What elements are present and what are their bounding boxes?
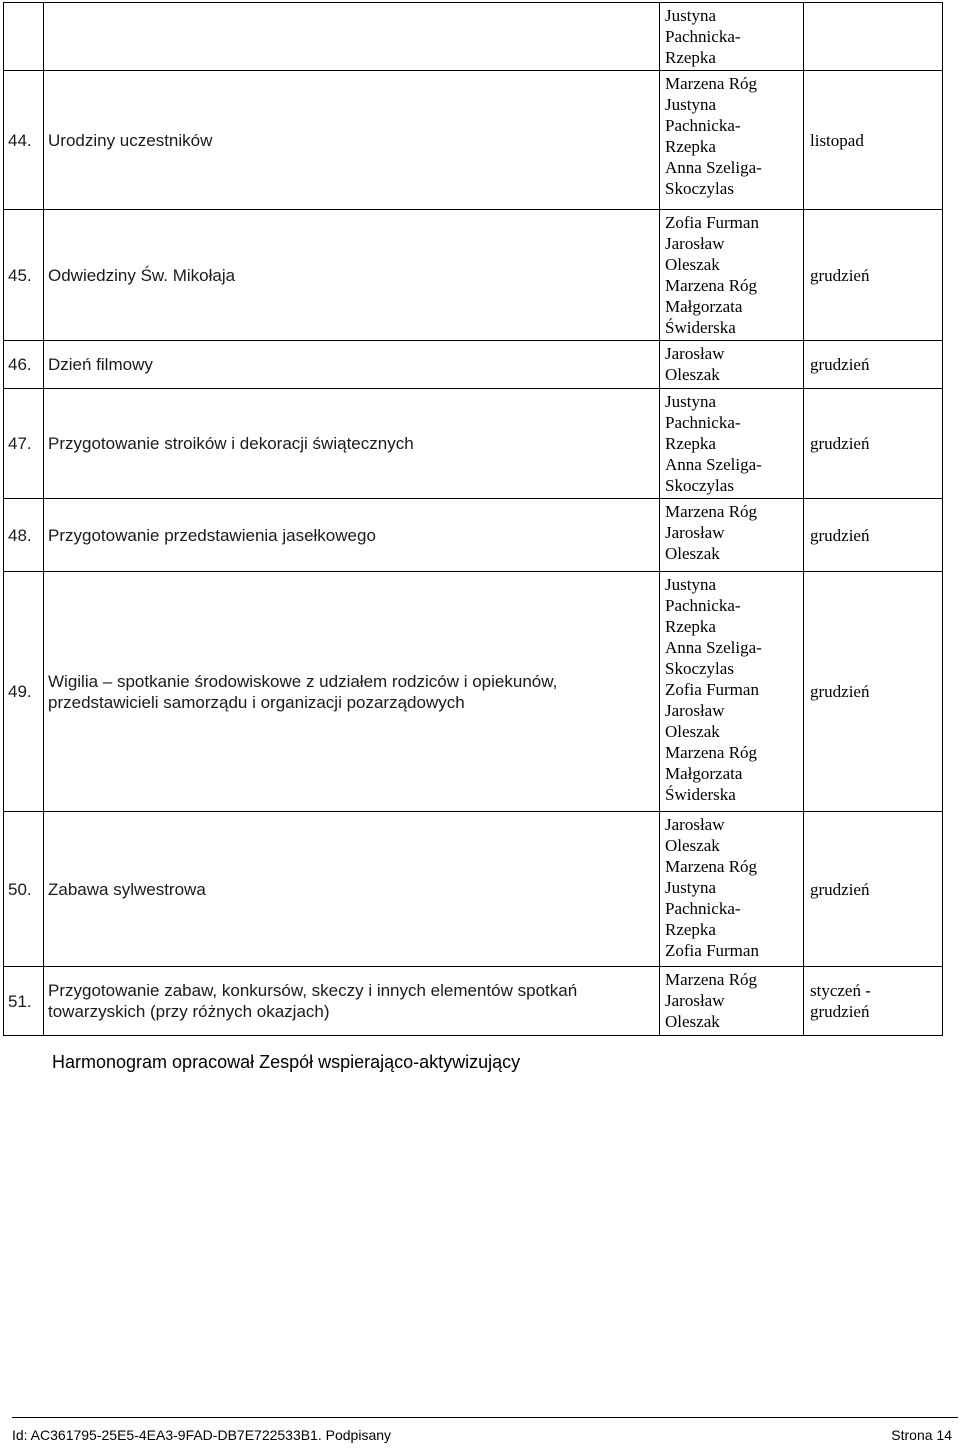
person-line: Pachnicka- [665,899,741,918]
responsible-persons [660,812,804,967]
responsible-persons [660,967,804,1036]
table-row [4,3,943,71]
footer-divider [12,1417,958,1418]
title-line: Wigilia – spotkanie środowiskowe z udziałem rodziców i opiekunów, [48,671,558,691]
activity-title: Dzień filmowy [44,341,660,389]
person-line: Oleszak [665,1012,720,1031]
person-line: Rzepka [665,137,716,156]
date-line: styczeń - [810,981,871,1000]
person-line: Pachnicka- [665,596,741,615]
responsible-persons [660,572,804,812]
person-line: Oleszak [665,365,720,384]
activity-date: grudzień [804,341,943,389]
row-number: 45. [4,210,44,341]
person-line: Skoczylas [665,179,734,198]
person-line: Marzena Róg [665,857,758,876]
table-row [4,389,943,499]
responsible-persons [660,71,804,210]
table-row [4,812,943,967]
activity-date: grudzień [804,572,943,812]
activity-title: Przygotowanie stroików i dekoracji świątecznych [44,389,660,499]
activity-title: Przygotowanie przedstawienia jasełkowego [44,499,660,572]
person-line: Justyna [665,6,716,25]
person-line: Świderska [665,785,736,804]
person-line: Justyna [665,95,716,114]
title-line: Przygotowanie zabaw, konkursów, skeczy i innych elementów spotkań [48,981,578,1000]
person-line: Zofia Furman [665,213,759,232]
footer-note: Harmonogram opracował Zespół wspierająco-aktywizujący [52,1052,521,1072]
person-line: Małgorzata [665,297,743,316]
person-line: Małgorzata [665,764,743,783]
person-line: Marzena Róg [665,74,758,93]
person-line: Marzena Róg [665,743,758,762]
person-line: Jarosław [665,523,725,542]
activity-date: grudzień [804,210,943,341]
responsible-persons [660,210,804,341]
row-number: 51. [4,967,44,1036]
schedule-table [3,2,943,1036]
person-line: Skoczylas [665,659,734,678]
person-line: Jarosław [665,344,725,363]
row-number [4,3,44,71]
person-line: Jarosław [665,991,725,1010]
person-line: Pachnicka- [665,413,741,432]
document-id: Id: AC361795-25E5-4EA3-9FAD-DB7E722533B1. Podpisany [12,1427,392,1443]
person-line: Anna Szeliga- [665,158,762,177]
table-row [4,572,943,812]
person-line: Marzena Róg [665,276,758,295]
activity-title [44,572,660,812]
person-line: Justyna [665,575,716,594]
activity-title: Odwiedziny Św. Mikołaja [44,210,660,341]
title-line: przedstawicieli samorządu i organizacji pozarządowych [48,692,465,712]
activity-title [44,967,660,1036]
person-line: Zofia Furman [665,680,759,699]
table-row [4,499,943,572]
activity-title: Urodziny uczestników [44,71,660,210]
date-line: grudzień [810,1002,870,1021]
person-line: Pachnicka- [665,27,741,46]
person-line: Oleszak [665,836,720,855]
responsible-persons [660,3,804,71]
person-line: Rzepka [665,434,716,453]
table-row [4,210,943,341]
activity-date: grudzień [804,389,943,499]
person-line: Anna Szeliga- [665,455,762,474]
person-line: Marzena Róg [665,970,758,989]
row-number: 46. [4,341,44,389]
person-line: Jarosław [665,234,725,253]
responsible-persons [660,389,804,499]
person-line: Anna Szeliga- [665,638,762,657]
person-line: Skoczylas [665,476,734,495]
person-line: Oleszak [665,255,720,274]
person-line: Jarosław [665,701,725,720]
responsible-persons [660,499,804,572]
table-row [4,71,943,210]
person-line: Justyna [665,392,716,411]
table-row [4,341,943,389]
responsible-persons [660,341,804,389]
person-line: Rzepka [665,617,716,636]
activity-date: grudzień [804,499,943,572]
row-number: 44. [4,71,44,210]
activity-date: listopad [804,71,943,210]
person-line: Świderska [665,318,736,337]
person-line: Rzepka [665,920,716,939]
activity-date [804,967,943,1036]
row-number: 48. [4,499,44,572]
person-line: Rzepka [665,48,716,67]
person-line: Zofia Furman [665,941,759,960]
activity-title [44,3,660,71]
person-line: Jarosław [665,815,725,834]
table-row [4,967,943,1036]
person-line: Pachnicka- [665,116,741,135]
activity-date: grudzień [804,812,943,967]
title-line: towarzyskich (przy różnych okazjach) [48,1002,330,1021]
person-line: Oleszak [665,544,720,563]
row-number: 49. [4,572,44,812]
person-line: Oleszak [665,722,720,741]
activity-title: Zabawa sylwestrowa [44,812,660,967]
row-number: 47. [4,389,44,499]
person-line: Marzena Róg [665,502,758,521]
person-line: Justyna [665,878,716,897]
page-number: Strona 14 [891,1427,952,1443]
row-number: 50. [4,812,44,967]
activity-date [804,3,943,71]
